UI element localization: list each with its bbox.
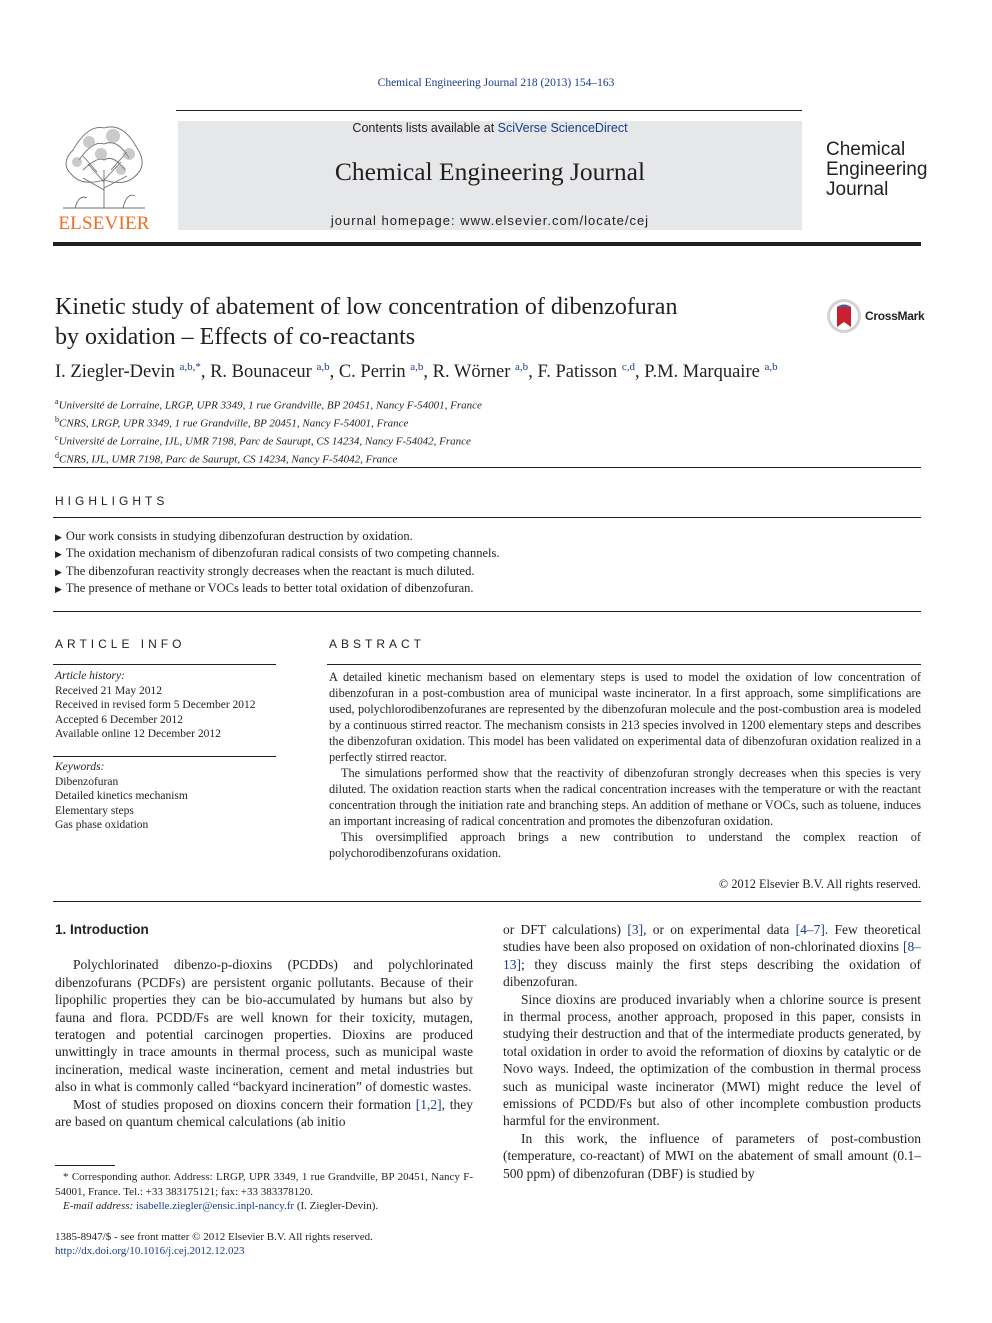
journal-logo-line: Chemical: [826, 139, 906, 160]
history-entry: Accepted 6 December 2012: [55, 713, 184, 726]
highlight-item: [55, 563, 499, 580]
abstract-heading: ABSTRACT: [329, 637, 426, 651]
journal-logo-line: Journal: [826, 179, 889, 200]
author-affil-sup[interactable]: a,b: [515, 361, 529, 373]
homepage-url[interactable]: www.elsevier.com/locate/cej: [460, 213, 650, 228]
highlight-text: Our work consists in studying dibenzofuran destruction by oxidation.: [65, 529, 413, 543]
doi-link[interactable]: http://dx.doi.org/10.1016/j.cej.2012.12.023: [55, 1245, 245, 1257]
author-separator: ,: [528, 362, 538, 383]
author-separator: ,: [423, 362, 433, 383]
author[interactable]: [55, 362, 210, 382]
journal-logo: [826, 140, 927, 200]
contents-prefix: Contents lists available at: [352, 121, 498, 135]
footnote-text: * Corresponding author. Address: LRGP, UPR 3349, 1 rue Grandville, BP 20451, Nancy F-54001, France. Tel.: +33 383175121; fax: +33 383378120.: [55, 1171, 473, 1198]
body-paragraph: Polychlorinated dibenzo-p-dioxins (PCDDs) and polychlorinated dibenzofurans (PCDFs) are persistent organic pollutants. Because of their lipophilic properties they can be bio-accumulated by humans but also by fauna and flora. PCDD/Fs are well known for their toxicity, mutagen, teratogen and potential carcinogen properties. Dioxins are produced unwittingly in trace amounts in thermal process, such as municipal waste incineration, medical waste incineration, cement and metal industries but also in what is commonly called “backyard incineration” of domestic wastes.: [55, 957, 473, 1095]
affiliation-text: CNRS, LRGP, UPR 3349, 1 rue Grandville, BP 20451, Nancy F-54001, France: [59, 417, 409, 430]
author-affil-sup[interactable]: a,b: [316, 361, 330, 373]
highlight-item: [55, 528, 499, 545]
author-name: R. Bounaceur: [210, 362, 312, 383]
body-paragraph: [503, 921, 921, 991]
body-left-column: [55, 921, 473, 1130]
section-heading: 1. Introduction: [55, 922, 149, 937]
footnote-email: [55, 1199, 473, 1214]
affiliation: [55, 395, 482, 413]
highlight-item: [55, 580, 499, 597]
affiliation-text: Université de Lorraine, IJL, UMR 7198, Parc de Saurupt, CS 14234, Nancy F-54042, France: [58, 435, 471, 448]
body-text: . Few theoretical studies have been also proposed on oxidation of non-chlorinated dioxins: [503, 922, 922, 955]
author-name: C. Perrin: [338, 362, 406, 383]
author-separator: ,: [329, 362, 339, 383]
author-affil-sup[interactable]: a,b,*: [179, 361, 201, 373]
highlight-text: The presence of methane or VOCs leads to better total oxidation of dibenzofuran.: [65, 580, 474, 595]
journal-homepage: [178, 213, 802, 228]
section-rule: [53, 467, 921, 468]
triangle-bullet-icon: ▶: [55, 583, 62, 594]
affiliation-sup: d: [55, 451, 59, 461]
email-suffix: (I. Ziegler-Devin).: [294, 1200, 379, 1212]
article-info-heading: ARTICLE INFO: [55, 637, 186, 651]
title-line-1: Kinetic study of abatement of low concentration of dibenzofuran: [55, 294, 678, 320]
homepage-prefix: journal homepage:: [330, 213, 461, 228]
keyword: Gas phase oxidation: [55, 819, 149, 831]
journal-citation[interactable]: Chemical Engineering Journal 218 (2013) 154–163: [377, 77, 615, 89]
reference-link[interactable]: [1,2]: [415, 1096, 442, 1112]
abstract-paragraph: A detailed kinetic mechanism based on elementary steps is used to model the oxidation of low concentration of dibenzofuran in a post-combustion area of municipal waste incinerator. In a first approach, some simplifications are used, polychlorodibenzofuranes are represented by the dibenzofuran molecule and the post-combustion area is modeled by a continuous stirred reactor. The mechanism consists in 213 species involved in 1200 elementary steps and describes the dibenzofuran oxidation. This model has been validated on experimental data of dibenzofuran oxidation realized in a perfectly stirred reactor.: [329, 670, 921, 764]
body-paragraph: [55, 1096, 473, 1131]
body-paragraph: In this work, the influence of parameters of post-combustion (temperature, co-reactant) of MWI on the abatement of small amount (0.1–500 ppm) of dibenzofuran (DBF) is studied by: [503, 1130, 921, 1181]
body-text: or DFT calculations): [503, 922, 628, 937]
affiliation: [55, 413, 482, 431]
triangle-bullet-icon: ▶: [55, 566, 62, 577]
elsevier-wordmark: ELSEVIER: [58, 213, 150, 234]
history-entry: Received in revised form 5 December 2012: [55, 699, 256, 711]
body-text: , or on experimental data: [643, 922, 796, 937]
highlight-item: [55, 545, 499, 562]
history-entry: Available online 12 December 2012: [55, 728, 221, 740]
body-text: , they are based on quantum chemical calculations (ab initio: [55, 1096, 473, 1130]
reference-link[interactable]: [3]: [627, 922, 644, 937]
keywords-label: Keywords:: [55, 761, 105, 773]
header-bottom-rule: [53, 242, 921, 246]
body-text: ; they discuss mainly the first steps describing the oxidation of dibenzofuran.: [503, 956, 921, 990]
author-separator: ,: [200, 362, 211, 383]
author-name: P.M. Marquaire: [644, 362, 760, 383]
highlight-text: The dibenzofuran reactivity strongly decreases when the reactant is much diluted.: [65, 563, 475, 578]
article-info-rule: [53, 756, 276, 757]
abstract-text: [329, 669, 921, 861]
body-right-column: [503, 921, 921, 1182]
body-text: Most of studies proposed on dioxins concern their formation: [73, 1096, 416, 1112]
keyword: Detailed kinetics mechanism: [55, 790, 188, 802]
triangle-bullet-icon: ▶: [55, 532, 62, 542]
keyword: Dibenzofuran: [55, 775, 119, 788]
highlights-list: [55, 528, 499, 597]
author-separator: ,: [634, 362, 645, 383]
author[interactable]: [433, 362, 538, 382]
journal-logo-line: Engineering: [826, 159, 928, 180]
affiliation-sup: a: [55, 397, 59, 406]
author-name: F. Patisson: [537, 362, 618, 383]
section-rule: [53, 901, 921, 902]
abstract-paragraph: The simulations performed show that the reactivity of dibenzofuran strongly decreases when this species is very diluted. The oxidation reaction starts when the radical concentration increases with the temperature or with the reactant concentration through the initiation rate and branching steps. An addition of methane or VOCs, such as toluene, induces an important increasing of radical concentration and promotes the dibenzofuran oxidation.: [329, 766, 921, 828]
corresponding-author-footnote: [55, 1170, 473, 1214]
author-affil-sup[interactable]: a,b: [764, 361, 778, 373]
issn-block: [55, 1230, 373, 1258]
author-name: I. Ziegler-Devin: [55, 362, 175, 383]
elsevier-tree-logo: [53, 120, 155, 212]
keywords: [55, 760, 188, 833]
title-line-2: by oxidation – Effects of co-reactants: [55, 324, 416, 350]
affiliation-sup: c: [55, 433, 59, 443]
author[interactable]: [644, 362, 777, 382]
header-top-rule: [176, 110, 802, 111]
issn-line: 1385-8947/$ - see front matter © 2012 Elsevier B.V. All rights reserved.: [55, 1231, 373, 1243]
email-label: E-mail address:: [63, 1200, 136, 1212]
affiliations: [55, 395, 482, 468]
affiliation: [55, 431, 482, 449]
highlight-text: The oxidation mechanism of dibenzofuran radical consists of two competing channels.: [65, 546, 500, 561]
affiliation-text: CNRS, IJL, UMR 7198, Parc de Saurupt, CS 14234, Nancy F-54042, France: [59, 454, 398, 467]
author[interactable]: [339, 362, 433, 382]
affiliation: [55, 449, 482, 467]
crossmark-icon[interactable]: [826, 298, 862, 334]
article-title: [55, 292, 775, 352]
article-history: [55, 669, 256, 742]
author[interactable]: [537, 362, 644, 382]
triangle-bullet-icon: ▶: [55, 549, 62, 560]
history-label: Article history:: [55, 670, 125, 682]
reference-link[interactable]: [4–7]: [795, 922, 825, 937]
history-entry: Received 21 May 2012: [55, 684, 162, 697]
abstract-copyright: © 2012 Elsevier B.V. All rights reserved.: [718, 877, 921, 891]
section-rule: [53, 517, 921, 518]
author-list: [55, 361, 778, 383]
crossmark-label[interactable]: CrossMark: [865, 309, 925, 323]
abstract-paragraph: This oversimplified approach brings a new contribution to understand the complex reaction of polychorodibenzofurans oxidation.: [329, 830, 921, 860]
section-rule: [53, 611, 921, 612]
journal-title: Chemical Engineering Journal: [334, 157, 646, 186]
author-name: R. Wörner: [432, 362, 511, 383]
highlights-heading: HIGHLIGHTS: [55, 494, 169, 508]
article-info-rule: [53, 664, 276, 665]
author-affil-sup[interactable]: a,b: [410, 361, 424, 373]
reference-link[interactable]: [8–13]: [503, 939, 921, 972]
contents-available-line: [178, 121, 802, 135]
footnote-rule: [55, 1165, 115, 1166]
body-paragraph: Since dioxins are produced invariably when a chlorine source is present in thermal process, another approach, proposed in this paper, consists in studying their destruction and that of the intermediate products generated, by total oxidation in order to avoid the reformation of dioxins by catalytic or de Novo ways. Indeed, the optimization of the combustion in thermal process such as municipal waste incinerator (MWI) might reduce the level of emissions of PCDD/Fs but also of other incomplete combustion products harmful for the environment.: [503, 991, 921, 1129]
email-link[interactable]: isabelle.ziegler@ensic.inpl-nancy.fr: [135, 1200, 295, 1212]
abstract-rule: [327, 664, 921, 665]
affiliation-text: Université de Lorraine, LRGP, UPR 3349, 1 rue Grandville, BP 20451, Nancy F-54001, France: [58, 399, 482, 412]
author[interactable]: [210, 362, 339, 382]
sciencedirect-link[interactable]: SciVerse ScienceDirect: [497, 121, 628, 135]
keyword: Elementary steps: [55, 804, 134, 817]
author-affil-sup[interactable]: c,d: [621, 361, 635, 373]
affiliation-sup: b: [55, 415, 59, 425]
